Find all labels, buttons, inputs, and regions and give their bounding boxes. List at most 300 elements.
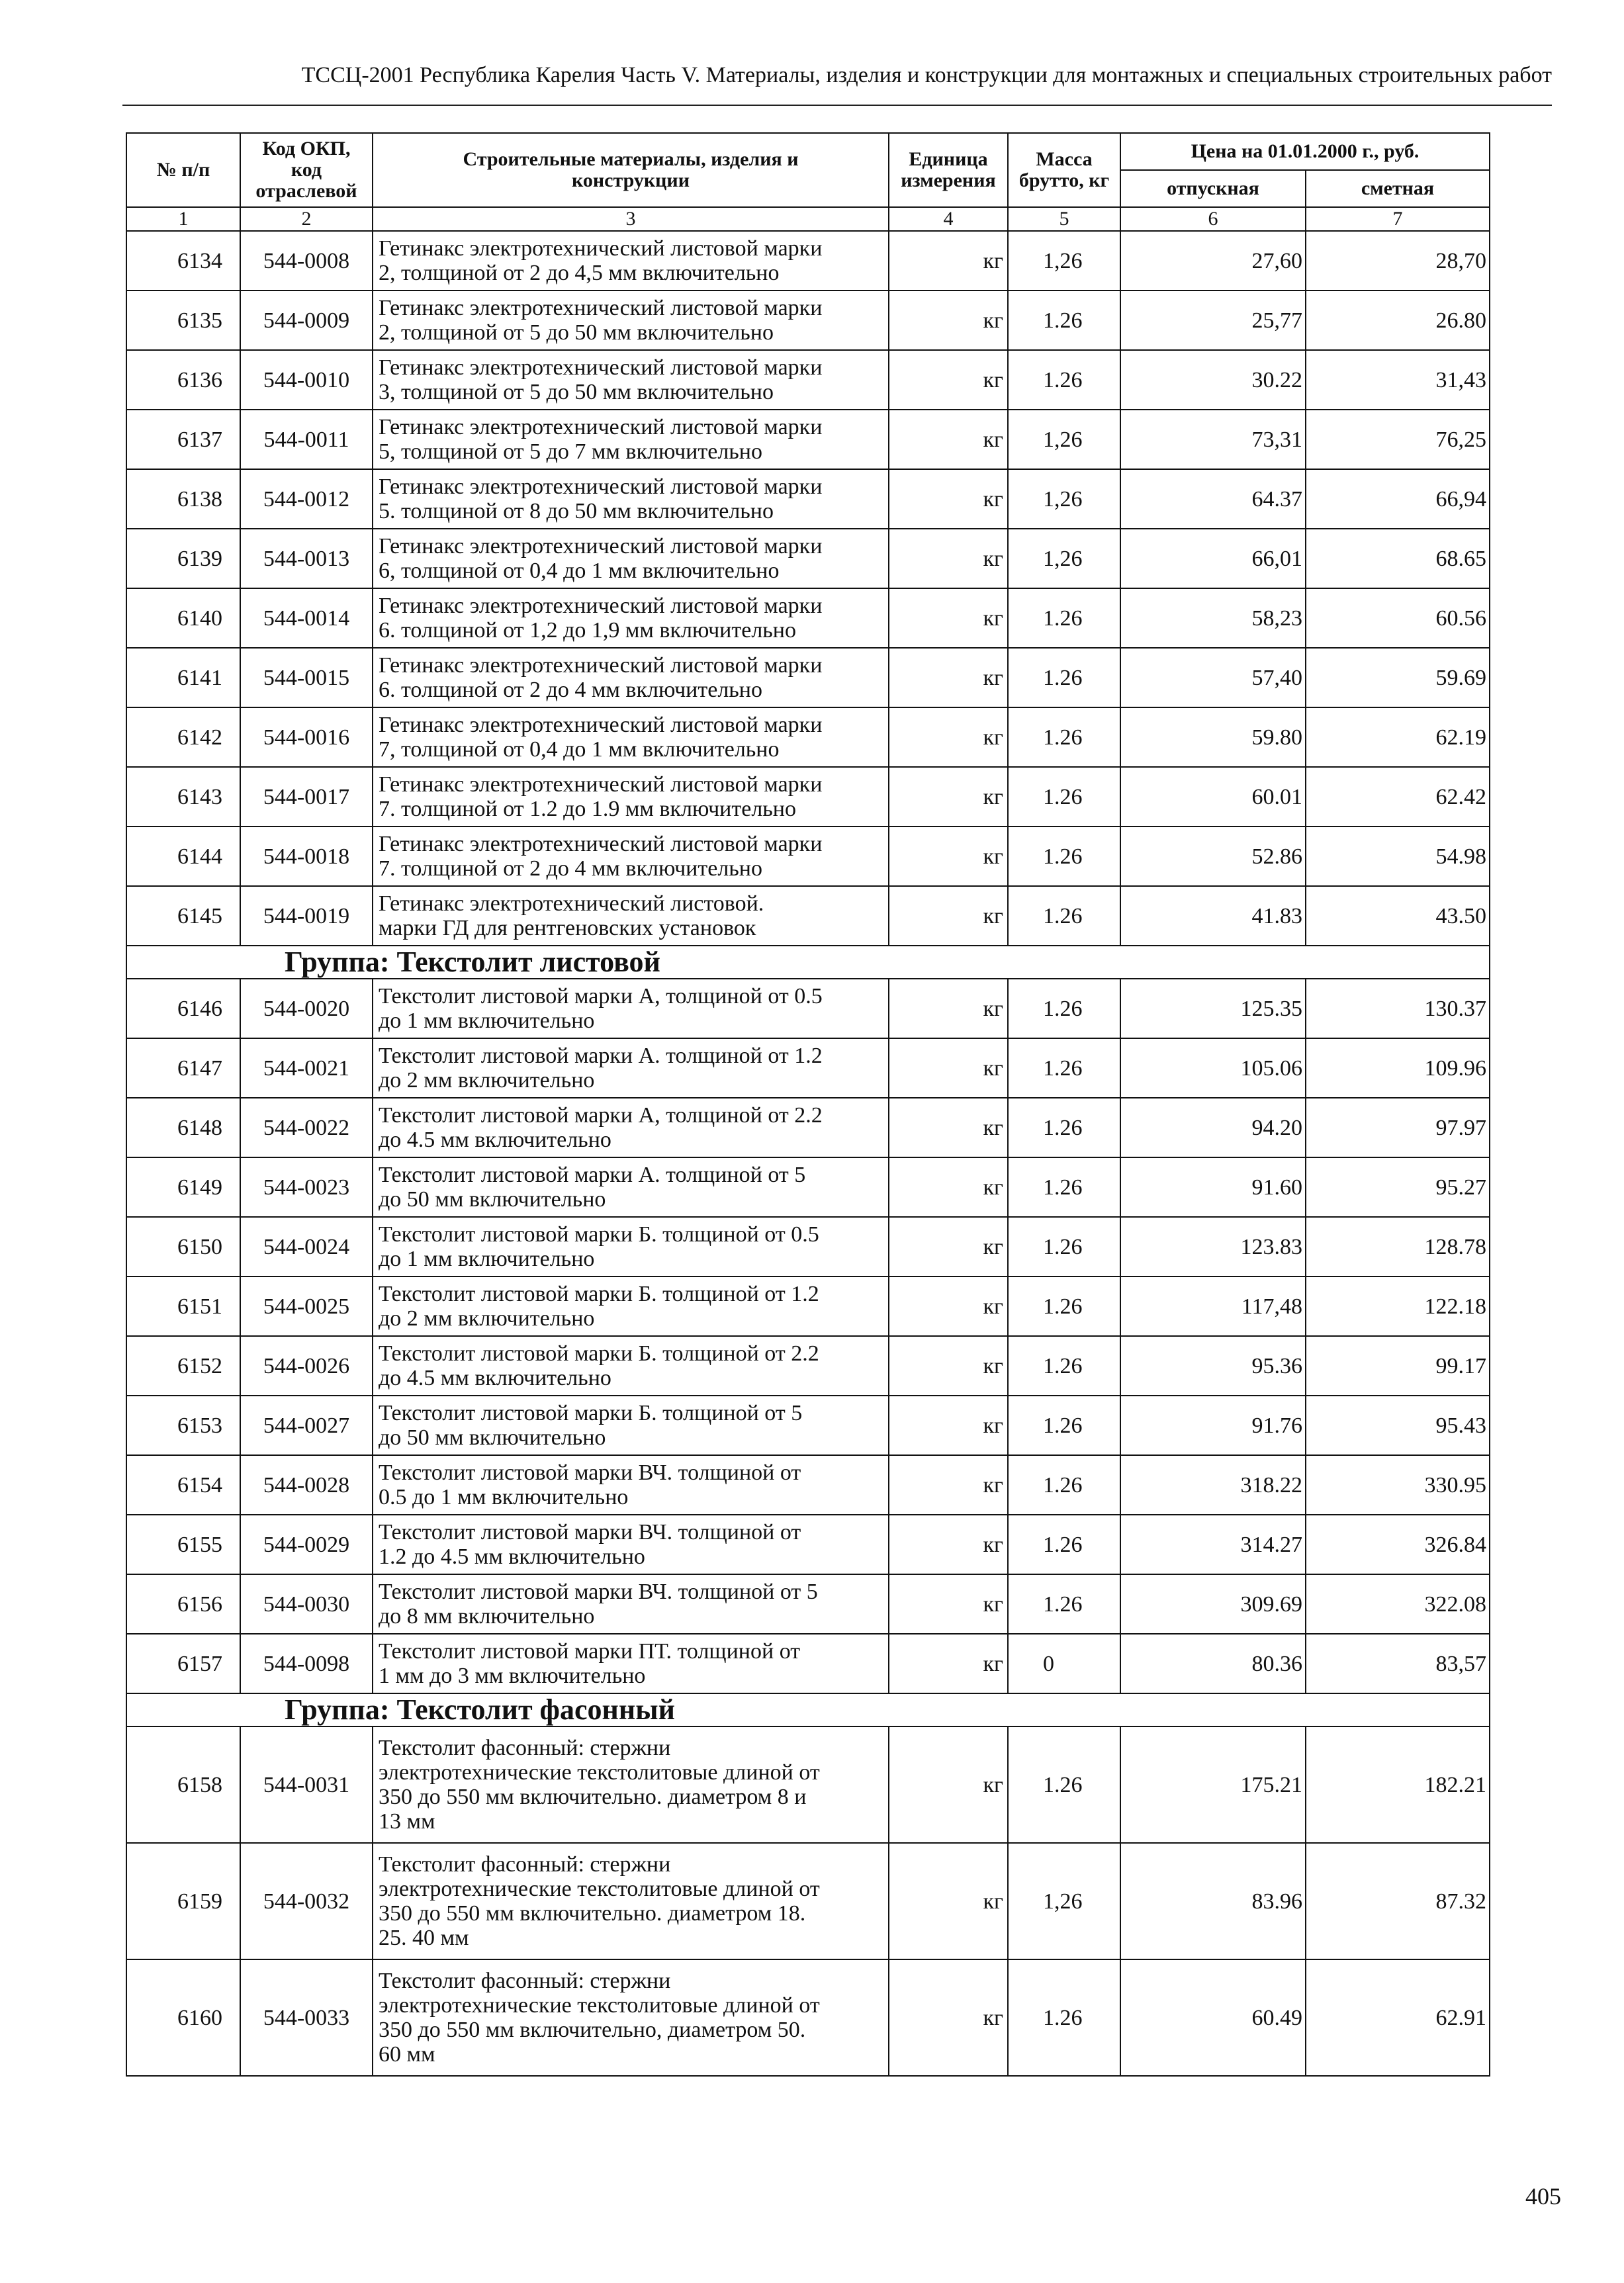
description-line: 0.5 до 1 мм включительно xyxy=(379,1485,629,1509)
price-release: 59.80 xyxy=(1120,707,1306,767)
description-line: до 8 мм включительно xyxy=(379,1604,595,1629)
okp-code: 544-0098 xyxy=(240,1634,373,1693)
description-line: до 1 мм включительно xyxy=(379,1247,595,1271)
price-release: 309.69 xyxy=(1120,1574,1306,1634)
description-line: Гетинакс электротехнический листовой марки xyxy=(379,355,823,380)
row-number: 6135 xyxy=(126,291,240,350)
description-line: до 4.5 мм включительно xyxy=(379,1366,611,1390)
description-line: 6. толщиной от 1,2 до 1,9 мм включительно xyxy=(379,618,796,643)
material-description xyxy=(373,767,889,827)
price-estimate: 87.32 xyxy=(1306,1843,1490,1959)
unit-of-measure: кг xyxy=(889,1515,1008,1574)
material-description xyxy=(373,1843,889,1959)
group-title: Группа: Текстолит фасонный xyxy=(126,1693,1490,1726)
gross-mass: 1.26 xyxy=(1008,1157,1120,1217)
description-line: электротехнические текстолитовые длиной от xyxy=(379,1877,820,1901)
row-number: 6144 xyxy=(126,827,240,886)
table-row xyxy=(126,588,1490,648)
table-row xyxy=(126,469,1490,529)
material-description xyxy=(373,410,889,469)
material-description xyxy=(373,1038,889,1098)
gross-mass: 1,26 xyxy=(1008,469,1120,529)
price-release: 60.49 xyxy=(1120,1959,1306,2076)
header-price: Цена на 01.01.2000 г., руб. xyxy=(1120,133,1490,170)
price-estimate: 95.27 xyxy=(1306,1157,1490,1217)
gross-mass: 1.26 xyxy=(1008,1038,1120,1098)
okp-code: 544-0014 xyxy=(240,588,373,648)
price-estimate: 62.91 xyxy=(1306,1959,1490,2076)
row-number: 6157 xyxy=(126,1634,240,1693)
row-number: 6155 xyxy=(126,1515,240,1574)
description-line: электротехнические текстолитовые длиной от xyxy=(379,1993,820,2018)
rows-textolite-sheet xyxy=(126,979,1490,1693)
description-line: Текстолит листовой марки ПТ. толщиной от xyxy=(379,1639,801,1664)
material-description xyxy=(373,588,889,648)
table-row xyxy=(126,1276,1490,1336)
unit-of-measure: кг xyxy=(889,291,1008,350)
description-line: 13 мм xyxy=(379,1809,435,1834)
okp-code: 544-0015 xyxy=(240,648,373,707)
unit-of-measure: кг xyxy=(889,529,1008,588)
price-release: 318.22 xyxy=(1120,1455,1306,1515)
table-row xyxy=(126,827,1490,886)
description-line: Текстолит листовой марки Б. толщиной от 0.5 xyxy=(379,1222,819,1247)
gross-mass: 1.26 xyxy=(1008,588,1120,648)
unit-of-measure: кг xyxy=(889,1574,1008,1634)
gross-mass: 1.26 xyxy=(1008,291,1120,350)
unit-of-measure: кг xyxy=(889,1038,1008,1098)
okp-code: 544-0031 xyxy=(240,1726,373,1843)
material-description xyxy=(373,707,889,767)
gross-mass: 1,26 xyxy=(1008,529,1120,588)
header-mass: Масса брутто, кг xyxy=(1008,133,1120,207)
material-description xyxy=(373,1396,889,1455)
description-line: марки ГД для рентгеновских установок xyxy=(379,916,756,940)
table-row xyxy=(126,1038,1490,1098)
okp-code: 544-0011 xyxy=(240,410,373,469)
price-estimate: 109.96 xyxy=(1306,1038,1490,1098)
table-row xyxy=(126,979,1490,1038)
price-estimate: 68.65 xyxy=(1306,529,1490,588)
description-line: Текстолит листовой марки ВЧ. толщиной от xyxy=(379,1460,801,1485)
description-line: 25. 40 мм xyxy=(379,1926,469,1950)
material-description xyxy=(373,1098,889,1157)
row-number: 6138 xyxy=(126,469,240,529)
description-line: Гетинакс электротехнический листовой марки xyxy=(379,534,823,559)
price-estimate: 31,43 xyxy=(1306,350,1490,410)
material-description xyxy=(373,1455,889,1515)
unit-of-measure: кг xyxy=(889,1843,1008,1959)
okp-code: 544-0029 xyxy=(240,1515,373,1574)
material-description xyxy=(373,231,889,291)
material-description xyxy=(373,1726,889,1843)
material-description xyxy=(373,350,889,410)
price-release: 314.27 xyxy=(1120,1515,1306,1574)
okp-code: 544-0010 xyxy=(240,350,373,410)
price-estimate: 66,94 xyxy=(1306,469,1490,529)
material-description xyxy=(373,529,889,588)
price-release: 41.83 xyxy=(1120,886,1306,946)
row-number: 6158 xyxy=(126,1726,240,1843)
gross-mass: 1.26 xyxy=(1008,1515,1120,1574)
okp-code: 544-0033 xyxy=(240,1959,373,2076)
price-release: 52.86 xyxy=(1120,827,1306,886)
row-number: 6151 xyxy=(126,1276,240,1336)
description-line: 5, толщиной от 5 до 7 мм включительно xyxy=(379,439,762,464)
description-line: Текстолит фасонный: стержни xyxy=(379,1969,671,1993)
price-estimate: 326.84 xyxy=(1306,1515,1490,1574)
price-release: 80.36 xyxy=(1120,1634,1306,1693)
gross-mass: 1.26 xyxy=(1008,648,1120,707)
material-description xyxy=(373,648,889,707)
table-row xyxy=(126,1396,1490,1455)
rows-textolite-shaped xyxy=(126,1726,1490,2076)
column-numbers-row xyxy=(126,207,1490,231)
description-line: 2, толщиной от 5 до 50 мм включительно xyxy=(379,320,774,345)
page-header: ТССЦ-2001 Республика Карелия Часть V. Материалы, изделия и конструкции для монтажных и специальных строительных работ xyxy=(301,63,1552,87)
unit-of-measure: кг xyxy=(889,1217,1008,1276)
price-estimate: 62.19 xyxy=(1306,707,1490,767)
price-release: 57,40 xyxy=(1120,648,1306,707)
gross-mass: 1.26 xyxy=(1008,1217,1120,1276)
okp-code: 544-0030 xyxy=(240,1574,373,1634)
table-row xyxy=(126,350,1490,410)
material-description xyxy=(373,979,889,1038)
price-estimate: 60.56 xyxy=(1306,588,1490,648)
column-number: 4 xyxy=(889,207,1008,231)
price-estimate: 76,25 xyxy=(1306,410,1490,469)
unit-of-measure: кг xyxy=(889,707,1008,767)
unit-of-measure: кг xyxy=(889,410,1008,469)
table-row xyxy=(126,886,1490,946)
price-release: 25,77 xyxy=(1120,291,1306,350)
description-line: 7. толщиной от 1.2 до 1.9 мм включительно xyxy=(379,797,796,821)
description-line: Гетинакс электротехнический листовой марки xyxy=(379,296,823,320)
gross-mass: 1.26 xyxy=(1008,1726,1120,1843)
unit-of-measure: кг xyxy=(889,648,1008,707)
unit-of-measure: кг xyxy=(889,1726,1008,1843)
okp-code: 544-0032 xyxy=(240,1843,373,1959)
unit-of-measure: кг xyxy=(889,231,1008,291)
description-line: Гетинакс электротехнический листовой. xyxy=(379,891,764,916)
price-release: 91.76 xyxy=(1120,1396,1306,1455)
description-line: Гетинакс электротехнический листовой марки xyxy=(379,236,823,261)
price-release: 91.60 xyxy=(1120,1157,1306,1217)
description-line: 60 мм xyxy=(379,2042,435,2067)
unit-of-measure: кг xyxy=(889,469,1008,529)
price-estimate: 128.78 xyxy=(1306,1217,1490,1276)
rows-getinax xyxy=(126,231,1490,946)
description-line: 6, толщиной от 0,4 до 1 мм включительно xyxy=(379,559,780,583)
unit-of-measure: кг xyxy=(889,1276,1008,1336)
gross-mass: 1.26 xyxy=(1008,350,1120,410)
okp-code: 544-0024 xyxy=(240,1217,373,1276)
group-row-sheet xyxy=(126,946,1490,979)
description-line: Гетинакс электротехнический листовой марки xyxy=(379,713,823,737)
table-row xyxy=(126,1574,1490,1634)
okp-code: 544-0012 xyxy=(240,469,373,529)
header-rule xyxy=(122,105,1552,106)
material-description xyxy=(373,291,889,350)
gross-mass: 1.26 xyxy=(1008,886,1120,946)
price-estimate: 97.97 xyxy=(1306,1098,1490,1157)
row-number: 6159 xyxy=(126,1843,240,1959)
price-estimate: 28,70 xyxy=(1306,231,1490,291)
table-row xyxy=(126,648,1490,707)
okp-code: 544-0020 xyxy=(240,979,373,1038)
unit-of-measure: кг xyxy=(889,1336,1008,1396)
page-number: 405 xyxy=(1525,2183,1561,2210)
price-release: 125.35 xyxy=(1120,979,1306,1038)
gross-mass: 1.26 xyxy=(1008,979,1120,1038)
row-number: 6137 xyxy=(126,410,240,469)
gross-mass: 1,26 xyxy=(1008,410,1120,469)
description-line: до 2 мм включительно xyxy=(379,1068,595,1093)
row-number: 6142 xyxy=(126,707,240,767)
gross-mass: 1.26 xyxy=(1008,1336,1120,1396)
price-release: 95.36 xyxy=(1120,1336,1306,1396)
description-line: Гетинакс электротехнический листовой марки xyxy=(379,772,823,797)
description-line: Текстолит листовой марки А, толщиной от 2.2 xyxy=(379,1103,823,1128)
price-release: 123.83 xyxy=(1120,1217,1306,1276)
description-line: 350 до 550 мм включительно, диаметром 50. xyxy=(379,2018,806,2042)
unit-of-measure: кг xyxy=(889,1098,1008,1157)
unit-of-measure: кг xyxy=(889,1634,1008,1693)
description-line: электротехнические текстолитовые длиной от xyxy=(379,1760,820,1785)
price-release: 73,31 xyxy=(1120,410,1306,469)
header-material: Строительные материалы, изделия и конструкции xyxy=(373,133,889,207)
gross-mass: 1.26 xyxy=(1008,767,1120,827)
row-number: 6145 xyxy=(126,886,240,946)
okp-code: 544-0022 xyxy=(240,1098,373,1157)
material-description xyxy=(373,1276,889,1336)
description-line: 1 мм до 3 мм включительно xyxy=(379,1664,646,1688)
gross-mass: 1.26 xyxy=(1008,1959,1120,2076)
table-row xyxy=(126,707,1490,767)
price-estimate: 99.17 xyxy=(1306,1336,1490,1396)
price-release: 94.20 xyxy=(1120,1098,1306,1157)
okp-code: 544-0021 xyxy=(240,1038,373,1098)
material-description xyxy=(373,1217,889,1276)
gross-mass: 0 xyxy=(1008,1634,1120,1693)
price-estimate: 59.69 xyxy=(1306,648,1490,707)
description-line: Текстолит фасонный: стержни xyxy=(379,1736,671,1760)
gross-mass: 1,26 xyxy=(1008,1843,1120,1959)
description-line: Текстолит фасонный: стержни xyxy=(379,1852,671,1877)
header-okp: Код ОКП, код отраслевой xyxy=(240,133,373,207)
header-price-estimate: сметная xyxy=(1306,170,1490,207)
group-row-shaped xyxy=(126,1693,1490,1726)
row-number: 6146 xyxy=(126,979,240,1038)
price-estimate: 54.98 xyxy=(1306,827,1490,886)
material-description xyxy=(373,469,889,529)
description-line: Гетинакс электротехнический листовой марки xyxy=(379,415,823,439)
price-estimate: 130.37 xyxy=(1306,979,1490,1038)
table-row xyxy=(126,1634,1490,1693)
table-row xyxy=(126,1959,1490,2076)
table-row xyxy=(126,1336,1490,1396)
unit-of-measure: кг xyxy=(889,1959,1008,2076)
column-number: 5 xyxy=(1008,207,1120,231)
material-description xyxy=(373,1336,889,1396)
row-number: 6149 xyxy=(126,1157,240,1217)
row-number: 6148 xyxy=(126,1098,240,1157)
description-line: до 2 мм включительно xyxy=(379,1306,595,1331)
row-number: 6154 xyxy=(126,1455,240,1515)
gross-mass: 1,26 xyxy=(1008,231,1120,291)
okp-code: 544-0009 xyxy=(240,291,373,350)
description-line: 350 до 550 мм включительно. диаметром 18. xyxy=(379,1901,806,1926)
material-description xyxy=(373,1157,889,1217)
price-release: 64.37 xyxy=(1120,469,1306,529)
price-estimate: 182.21 xyxy=(1306,1726,1490,1843)
description-line: 3, толщиной от 5 до 50 мм включительно xyxy=(379,380,774,404)
description-line: Гетинакс электротехнический листовой марки xyxy=(379,474,823,499)
column-number: 3 xyxy=(373,207,889,231)
price-estimate: 26.80 xyxy=(1306,291,1490,350)
description-line: 6. толщиной от 2 до 4 мм включительно xyxy=(379,678,762,702)
row-number: 6160 xyxy=(126,1959,240,2076)
row-number: 6143 xyxy=(126,767,240,827)
description-line: Гетинакс электротехнический листовой марки xyxy=(379,594,823,618)
okp-code: 544-0025 xyxy=(240,1276,373,1336)
description-line: Текстолит листовой марки А. толщиной от 1.2 xyxy=(379,1044,823,1068)
table-row xyxy=(126,1157,1490,1217)
price-release: 27,60 xyxy=(1120,231,1306,291)
description-line: до 1 мм включительно xyxy=(379,1008,595,1033)
description-line: Гетинакс электротехнический листовой марки xyxy=(379,832,823,856)
unit-of-measure: кг xyxy=(889,1157,1008,1217)
unit-of-measure: кг xyxy=(889,827,1008,886)
material-description xyxy=(373,886,889,946)
price-release: 83.96 xyxy=(1120,1843,1306,1959)
unit-of-measure: кг xyxy=(889,979,1008,1038)
description-line: Текстолит листовой марки Б. толщиной от 1.2 xyxy=(379,1282,819,1306)
description-line: 7. толщиной от 2 до 4 мм включительно xyxy=(379,856,762,881)
price-estimate: 122.18 xyxy=(1306,1276,1490,1336)
table-row xyxy=(126,767,1490,827)
unit-of-measure: кг xyxy=(889,1455,1008,1515)
header-unit: Единица измерения xyxy=(889,133,1008,207)
okp-code: 544-0023 xyxy=(240,1157,373,1217)
gross-mass: 1.26 xyxy=(1008,1396,1120,1455)
gross-mass: 1.26 xyxy=(1008,1098,1120,1157)
okp-code: 544-0019 xyxy=(240,886,373,946)
price-release: 60.01 xyxy=(1120,767,1306,827)
table-row xyxy=(126,291,1490,350)
table-row xyxy=(126,1455,1490,1515)
description-line: 1.2 до 4.5 мм включительно xyxy=(379,1544,645,1569)
price-release: 58,23 xyxy=(1120,588,1306,648)
row-number: 6141 xyxy=(126,648,240,707)
description-line: Текстолит листовой марки Б. толщиной от 2.2 xyxy=(379,1341,819,1366)
price-estimate: 322.08 xyxy=(1306,1574,1490,1634)
okp-code: 544-0026 xyxy=(240,1336,373,1396)
okp-code: 544-0017 xyxy=(240,767,373,827)
okp-code: 544-0027 xyxy=(240,1396,373,1455)
description-line: до 4.5 мм включительно xyxy=(379,1128,611,1152)
price-estimate: 62.42 xyxy=(1306,767,1490,827)
unit-of-measure: кг xyxy=(889,350,1008,410)
okp-code: 544-0013 xyxy=(240,529,373,588)
table-row xyxy=(126,529,1490,588)
gross-mass: 1.26 xyxy=(1008,827,1120,886)
table-row xyxy=(126,1726,1490,1843)
unit-of-measure: кг xyxy=(889,886,1008,946)
price-release: 30.22 xyxy=(1120,350,1306,410)
price-release: 105.06 xyxy=(1120,1038,1306,1098)
okp-code: 544-0016 xyxy=(240,707,373,767)
material-description xyxy=(373,1515,889,1574)
gross-mass: 1.26 xyxy=(1008,1276,1120,1336)
description-line: 7, толщиной от 0,4 до 1 мм включительно xyxy=(379,737,780,762)
price-release: 175.21 xyxy=(1120,1726,1306,1843)
header-num: № п/п xyxy=(126,133,240,207)
gross-mass: 1.26 xyxy=(1008,707,1120,767)
price-release: 66,01 xyxy=(1120,529,1306,588)
material-description xyxy=(373,1634,889,1693)
description-line: до 50 мм включительно xyxy=(379,1425,606,1450)
description-line: Текстолит листовой марки А, толщиной от 0.5 xyxy=(379,984,823,1008)
description-line: Текстолит листовой марки А. толщиной от 5 xyxy=(379,1163,806,1187)
price-table xyxy=(126,132,1490,2077)
row-number: 6153 xyxy=(126,1396,240,1455)
row-number: 6140 xyxy=(126,588,240,648)
row-number: 6152 xyxy=(126,1336,240,1396)
table-row xyxy=(126,1515,1490,1574)
okp-code: 544-0028 xyxy=(240,1455,373,1515)
material-description xyxy=(373,1574,889,1634)
price-estimate: 330.95 xyxy=(1306,1455,1490,1515)
description-line: 5. толщиной от 8 до 50 мм включительно xyxy=(379,499,774,523)
table-row xyxy=(126,1217,1490,1276)
description-line: 2, толщиной от 2 до 4,5 мм включительно xyxy=(379,261,780,285)
gross-mass: 1.26 xyxy=(1008,1455,1120,1515)
row-number: 6136 xyxy=(126,350,240,410)
column-number: 6 xyxy=(1120,207,1306,231)
gross-mass: 1.26 xyxy=(1008,1574,1120,1634)
row-number: 6156 xyxy=(126,1574,240,1634)
row-number: 6150 xyxy=(126,1217,240,1276)
table-row xyxy=(126,231,1490,291)
column-number: 2 xyxy=(240,207,373,231)
okp-code: 544-0008 xyxy=(240,231,373,291)
material-description xyxy=(373,827,889,886)
description-line: Текстолит листовой марки Б. толщиной от 5 xyxy=(379,1401,803,1425)
price-estimate: 43.50 xyxy=(1306,886,1490,946)
table-row xyxy=(126,1098,1490,1157)
description-line: Гетинакс электротехнический листовой марки xyxy=(379,653,823,678)
okp-code: 544-0018 xyxy=(240,827,373,886)
column-number: 7 xyxy=(1306,207,1490,231)
description-line: до 50 мм включительно xyxy=(379,1187,606,1212)
unit-of-measure: кг xyxy=(889,1396,1008,1455)
description-line: Текстолит листовой марки ВЧ. толщиной от 5 xyxy=(379,1580,818,1604)
row-number: 6134 xyxy=(126,231,240,291)
description-line: Текстолит листовой марки ВЧ. толщиной от xyxy=(379,1520,801,1544)
row-number: 6147 xyxy=(126,1038,240,1098)
price-estimate: 83,57 xyxy=(1306,1634,1490,1693)
table-row xyxy=(126,410,1490,469)
header-price-release: отпускная xyxy=(1120,170,1306,207)
unit-of-measure: кг xyxy=(889,767,1008,827)
unit-of-measure: кг xyxy=(889,588,1008,648)
description-line: 350 до 550 мм включительно. диаметром 8 и xyxy=(379,1785,807,1809)
material-description xyxy=(373,1959,889,2076)
column-number: 1 xyxy=(126,207,240,231)
price-release: 117,48 xyxy=(1120,1276,1306,1336)
row-number: 6139 xyxy=(126,529,240,588)
